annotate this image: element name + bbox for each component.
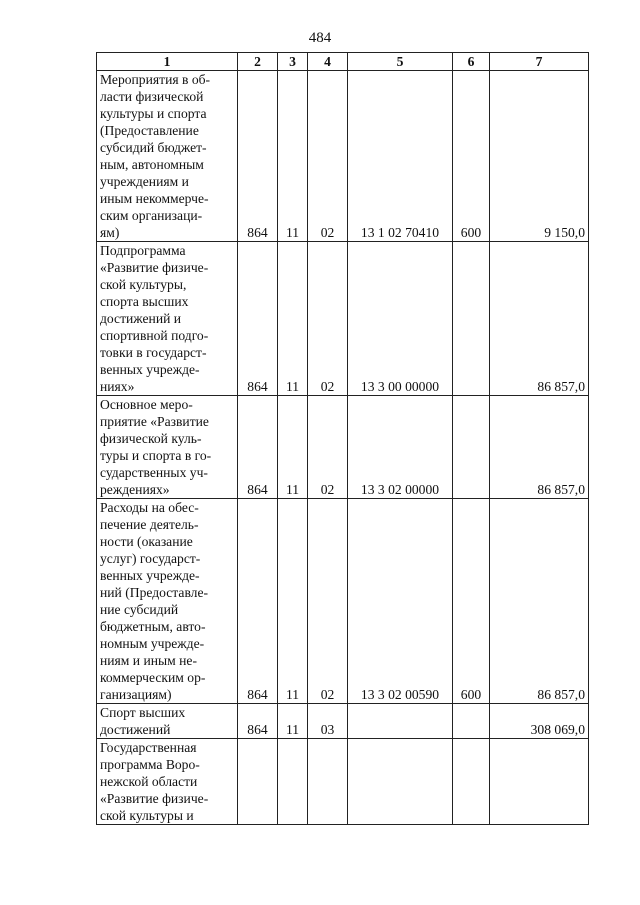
row-name-cell: Расходы на обес- печение деятель- ности (оказание услуг) государст- венных учрежде- ний (Предоставле- ние субсидий бюджетным, авто- номным учрежде- ниям и иным не- коммерческим ор- ганизациям) [97, 499, 238, 704]
ministry-code-cell [238, 739, 278, 825]
row-name-cell: Основное меро- приятие «Развитие физической куль- туры и спорта в го- сударственных уч- реждениях» [97, 396, 238, 499]
target-article-cell [348, 739, 453, 825]
amount-cell: 86 857,0 [490, 499, 589, 704]
section-code-cell [278, 739, 308, 825]
amount-cell [490, 739, 589, 825]
subsection-code-cell: 02 [308, 242, 348, 396]
target-article-cell: 13 1 02 70410 [348, 71, 453, 242]
amount-cell: 86 857,0 [490, 242, 589, 396]
table-row [97, 396, 589, 499]
expense-type-cell [453, 242, 490, 396]
ministry-code-cell: 864 [238, 499, 278, 704]
section-code-cell: 11 [278, 704, 308, 739]
row-name-cell: Государственная программа Воро- нежской области «Развитие физиче- ской культуры и [97, 739, 238, 825]
row-name-cell: Подпрограмма «Развитие физиче- ской культуры, спорта высших достижений и спортивной подго- товки в государст- венных учрежде- ниях» [97, 242, 238, 396]
subsection-code-cell: 02 [308, 396, 348, 499]
table-header-row [97, 53, 589, 71]
table-row [97, 739, 589, 825]
row-name-cell: Спорт высших достижений [97, 704, 238, 739]
target-article-cell: 13 3 02 00000 [348, 396, 453, 499]
ministry-code-cell: 864 [238, 704, 278, 739]
row-name-cell: Мероприятия в об- ласти физической культуры и спорта (Предоставление субсидий бюджет- ным, автономным учреждениям и иным некоммерче- ским организаци- ям) [97, 71, 238, 242]
amount-cell: 9 150,0 [490, 71, 589, 242]
expense-type-cell: 600 [453, 71, 490, 242]
ministry-code-cell: 864 [238, 242, 278, 396]
column-header: 7 [490, 53, 589, 71]
section-code-cell: 11 [278, 499, 308, 704]
target-article-cell [348, 704, 453, 739]
subsection-code-cell: 02 [308, 499, 348, 704]
section-code-cell: 11 [278, 242, 308, 396]
table-row [97, 242, 589, 396]
expense-type-cell: 600 [453, 499, 490, 704]
table-row [97, 704, 589, 739]
ministry-code-cell: 864 [238, 71, 278, 242]
subsection-code-cell: 02 [308, 71, 348, 242]
section-code-cell: 11 [278, 71, 308, 242]
column-header: 6 [453, 53, 490, 71]
column-header: 5 [348, 53, 453, 71]
table-row [97, 499, 589, 704]
target-article-cell: 13 3 02 00590 [348, 499, 453, 704]
subsection-code-cell: 03 [308, 704, 348, 739]
column-header: 1 [97, 53, 238, 71]
expense-type-cell [453, 396, 490, 499]
expense-type-cell [453, 704, 490, 739]
subsection-code-cell [308, 739, 348, 825]
expense-type-cell [453, 739, 490, 825]
column-header: 3 [278, 53, 308, 71]
column-header: 4 [308, 53, 348, 71]
amount-cell: 308 069,0 [490, 704, 589, 739]
table-row [97, 71, 589, 242]
amount-cell: 86 857,0 [490, 396, 589, 499]
page-number: 484 [308, 30, 332, 46]
budget-table [96, 52, 589, 825]
column-header: 2 [238, 53, 278, 71]
ministry-code-cell: 864 [238, 396, 278, 499]
section-code-cell: 11 [278, 396, 308, 499]
target-article-cell: 13 3 00 00000 [348, 242, 453, 396]
